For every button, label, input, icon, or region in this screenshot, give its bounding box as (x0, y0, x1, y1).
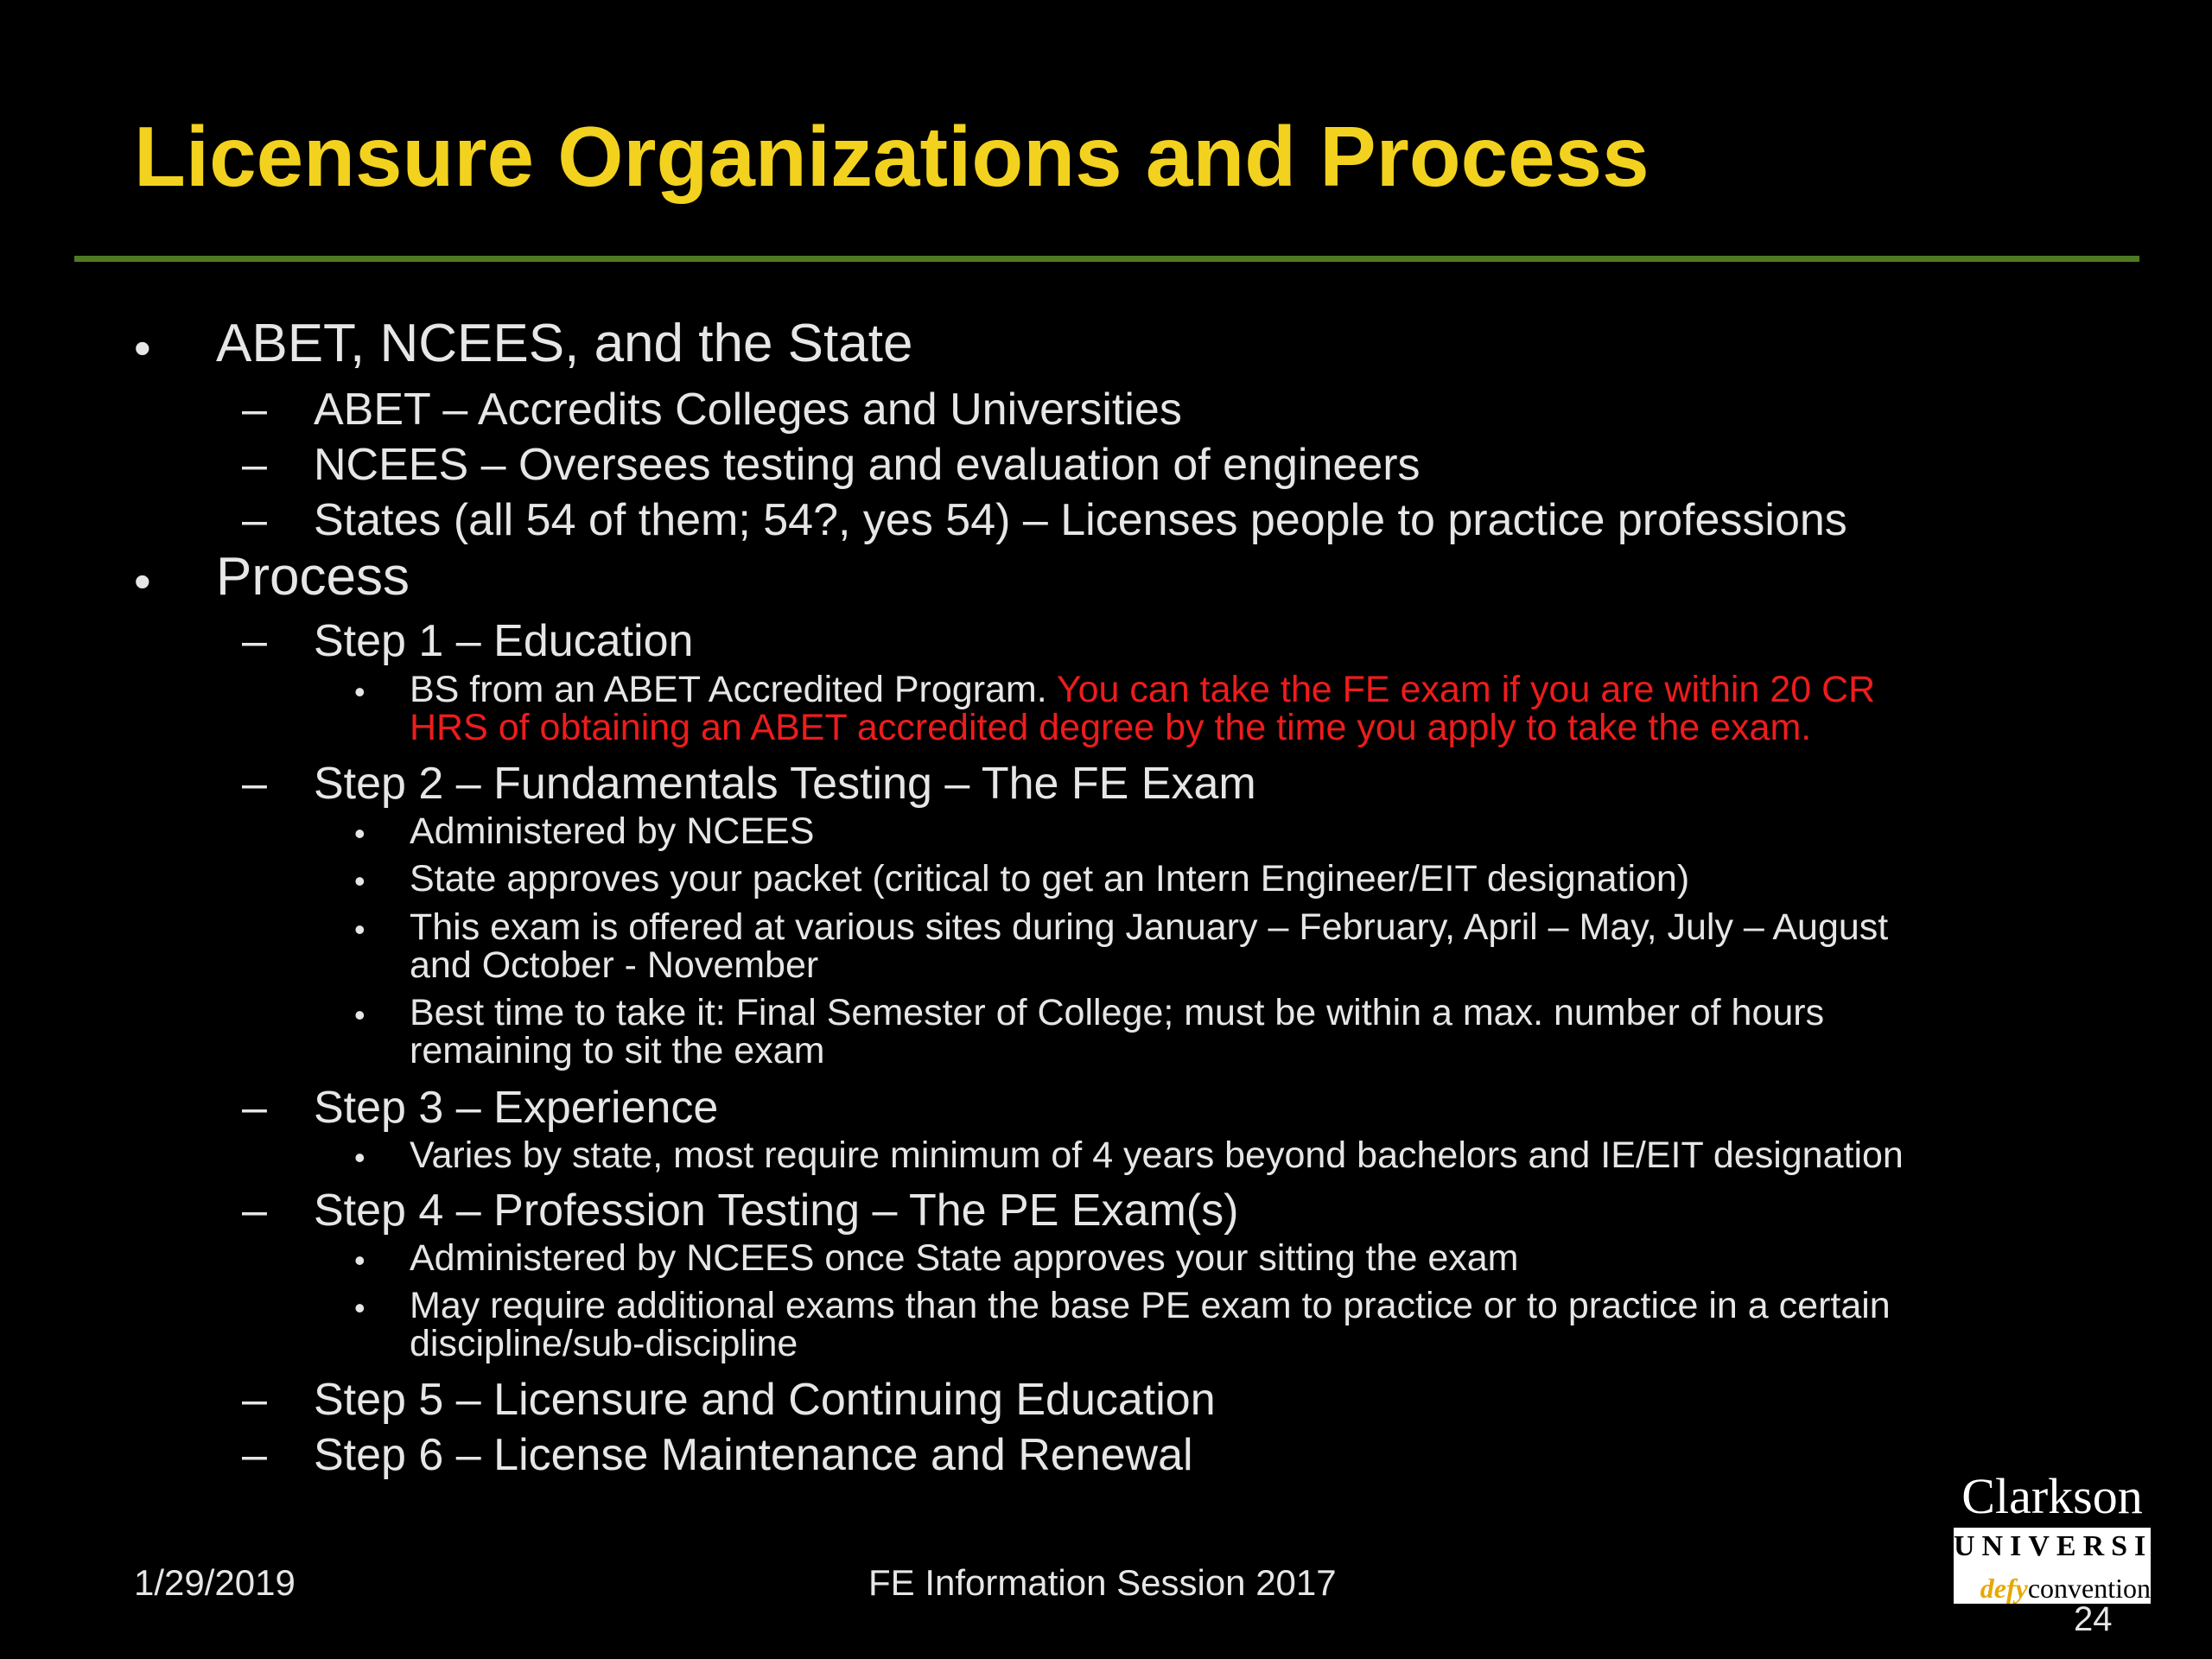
step-2-bullet-3-cont: and October - November (410, 944, 819, 986)
dash-marker: – (242, 1185, 267, 1236)
page-number: 24 (2074, 1600, 2113, 1638)
fe-eligibility-note-cont: HRS of obtaining an ABET accredited degree by the time you apply to take the exam. (410, 707, 1812, 748)
footer-date: 1/29/2019 (134, 1562, 296, 1603)
clarkson-logo (1948, 1468, 2208, 1607)
bullet-marker: • (354, 863, 365, 899)
bullet-marker: • (354, 816, 365, 851)
bullet-marker: • (354, 912, 365, 947)
step-3-bullet-1: Varies by state, most require minimum of 4 years beyond bachelors and IE/EIT designation (410, 1135, 1904, 1176)
bullet-marker: • (354, 1243, 365, 1278)
step-4-bullet-2-cont: discipline/sub-discipline (410, 1323, 798, 1364)
dash-marker: – (242, 1375, 267, 1425)
org-item-ncees: NCEES – Oversees testing and evaluation of engineers (314, 440, 1421, 490)
dash-marker: – (242, 495, 267, 545)
bullet-marker: • (354, 997, 365, 1033)
step-4-bullet-1: Administered by NCEES once State approves your sitting the exam (410, 1237, 1519, 1279)
dash-marker: – (242, 1083, 267, 1133)
step-2-bullet-4: Best time to take it: Final Semester of College; must be within a max. number of hours (410, 992, 1825, 1033)
logo-tag-rest: convention (2027, 1573, 2151, 1604)
logo-tagline (1954, 1566, 2151, 1604)
step-4-label: Step 4 – Profession Testing – The PE Exam(s) (314, 1185, 1239, 1236)
bullet-marker: • (354, 1140, 365, 1175)
dash-marker: – (242, 616, 267, 666)
org-item-abet: ABET – Accredits Colleges and Universities (314, 385, 1182, 435)
bullet-marker: • (134, 321, 151, 375)
logo-tag-defy: defy (1980, 1573, 2028, 1604)
dash-marker: – (242, 440, 267, 490)
logo-name: Clarkson (1961, 1468, 2143, 1524)
step-2-bullet-3: This exam is offered at various sites during January – February, April – May, July – August (410, 906, 1889, 948)
step-6-label: Step 6 – License Maintenance and Renewal (314, 1430, 1193, 1480)
org-item-states: States (all 54 of them; 54?, yes 54) – Licenses people to practice professions (314, 495, 1847, 545)
step-5-label: Step 5 – Licensure and Continuing Education (314, 1375, 1216, 1425)
step-1-bullet-1 (410, 671, 1875, 709)
step-1-label: Step 1 – Education (314, 616, 694, 666)
step-2-label: Step 2 – Fundamentals Testing – The FE Exam (314, 759, 1256, 809)
step-1-bullet-text: BS from an ABET Accredited Program. (410, 669, 1057, 710)
step-2-bullet-1: Administered by NCEES (410, 810, 815, 852)
fe-eligibility-note: You can take the FE exam if you are within 20 CR (1056, 669, 1876, 710)
section-heading-process: Process (216, 547, 410, 607)
logo-university: UNIVERSITY (1954, 1528, 2151, 1566)
bullet-marker: • (354, 1290, 365, 1325)
footer-title: FE Information Session 2017 (868, 1562, 1337, 1603)
slide-title: Licensure Organizations and Process (134, 109, 1649, 204)
step-3-label: Step 3 – Experience (314, 1083, 719, 1133)
dash-marker: – (242, 385, 267, 435)
step-2-bullet-2: State approves your packet (critical to get an Intern Engineer/EIT designation) (410, 858, 1690, 899)
step-2-bullet-4-cont: remaining to sit the exam (410, 1030, 825, 1071)
step-4-bullet-2: May require additional exams than the base PE exam to practice or to practice in a certain (410, 1285, 1891, 1326)
dash-marker: – (242, 759, 267, 809)
dash-marker: – (242, 1430, 267, 1480)
section-heading-organizations: ABET, NCEES, and the State (216, 314, 913, 373)
bullet-marker: • (354, 674, 365, 709)
bullet-marker: • (134, 554, 151, 608)
